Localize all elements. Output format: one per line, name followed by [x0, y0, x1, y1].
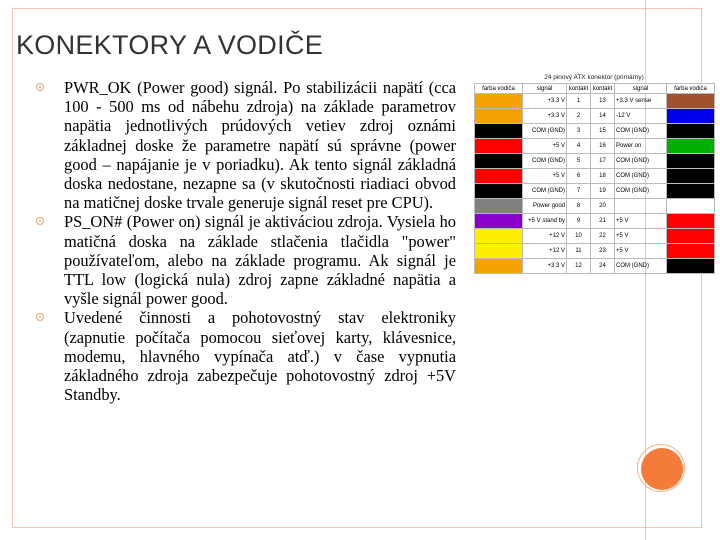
- pin-right: 14: [591, 109, 615, 124]
- wire-color-left: [475, 229, 523, 244]
- table-row: [475, 214, 715, 229]
- header-cell: signál: [523, 84, 567, 94]
- table-row: [475, 259, 715, 274]
- header-cell: signál: [615, 84, 667, 94]
- pin-left: 6: [567, 169, 591, 184]
- wire-color-right: [667, 124, 715, 139]
- bullet-text: Uvedené činnosti a pohotovostný stav elektroniky (zapnutie počítača pomocou sieťovej karty, klávesnice, modemu, hlavného vypínača atď.) v čase vypnutia základného zdroja zabezpečuje pohotovostný zdroj +5V Standby.: [64, 308, 456, 405]
- signal-right: -12 V: [615, 109, 667, 124]
- wire-color-right: [667, 169, 715, 184]
- pin-right: 19: [591, 184, 615, 199]
- table-row: [475, 94, 715, 109]
- pin-left: 4: [567, 139, 591, 154]
- pin-right: 24: [591, 259, 615, 274]
- pin-left: 8: [567, 199, 591, 214]
- pin-left: 12: [567, 259, 591, 274]
- signal-left: +5 V stand by: [523, 214, 567, 229]
- wire-color-left: [475, 184, 523, 199]
- pin-right: 16: [591, 139, 615, 154]
- table-row: [475, 244, 715, 259]
- wire-color-right: [667, 229, 715, 244]
- table-row: [475, 154, 715, 169]
- signal-right: [615, 199, 667, 214]
- pin-left: 1: [567, 94, 591, 109]
- signal-left: +3.3 V: [523, 109, 567, 124]
- wire-color-right: [667, 94, 715, 109]
- pin-right: 22: [591, 229, 615, 244]
- header-cell: kontakt: [567, 84, 591, 94]
- table-row: [475, 109, 715, 124]
- bullet-circle-icon: [36, 313, 44, 321]
- table-row: [475, 229, 715, 244]
- wire-color-right: [667, 259, 715, 274]
- wire-color-right: [667, 244, 715, 259]
- pin-right: 17: [591, 154, 615, 169]
- signal-right: +3.3 V sense: [615, 94, 667, 109]
- pin-left: 2: [567, 109, 591, 124]
- wire-color-left: [475, 244, 523, 259]
- wire-color-right: [667, 199, 715, 214]
- pin-right: 20: [591, 199, 615, 214]
- wire-color-right: [667, 109, 715, 124]
- bullet-text: PWR_OK (Power good) signál. Po stabilizácii napätí (cca 100 - 500 ms od nábehu zdroja) na základe parametrov napätia jednotlivých prúdových vetiev zdroj oznámi základnej doske že parametre napätí sú správne (power good – napájanie je v poriadku). Ak tento signál základná doska nedostane, nezapne sa (v skutočnosti riadiaci obvod na matičnej doske trvale generuje signál reset pre CPU).: [64, 78, 456, 213]
- pin-right: 18: [591, 169, 615, 184]
- wire-color-right: [667, 214, 715, 229]
- atx-connector-table-image: [474, 73, 714, 274]
- signal-left: COM (GND): [523, 184, 567, 199]
- signal-right: COM (GND): [615, 154, 667, 169]
- wire-color-left: [475, 124, 523, 139]
- pin-right: 13: [591, 94, 615, 109]
- header-cell: farba vodiča: [667, 84, 715, 94]
- signal-left: Power good: [523, 199, 567, 214]
- atx-pinout-table: [474, 83, 715, 274]
- signal-left: +3.3 V: [523, 259, 567, 274]
- wire-color-right: [667, 154, 715, 169]
- table-row: [475, 199, 715, 214]
- table-row: [475, 124, 715, 139]
- pin-right: 15: [591, 124, 615, 139]
- signal-left: +5 V: [523, 169, 567, 184]
- pin-left: 3: [567, 124, 591, 139]
- signal-left: COM (GND): [523, 124, 567, 139]
- wire-color-right: [667, 184, 715, 199]
- accent-circle: [641, 448, 683, 490]
- table-row: [475, 139, 715, 154]
- wire-color-left: [475, 259, 523, 274]
- signal-left: +12 V: [523, 244, 567, 259]
- signal-right: Power on: [615, 139, 667, 154]
- pin-right: 21: [591, 214, 615, 229]
- header-cell: kontakt: [591, 84, 615, 94]
- signal-left: COM (GND): [523, 154, 567, 169]
- table-header-row: [475, 84, 715, 94]
- pin-left: 10: [567, 229, 591, 244]
- bullet-list: [36, 78, 456, 404]
- signal-right: +5 V: [615, 214, 667, 229]
- slide-title: KONEKTORY A VODIČE: [16, 30, 324, 60]
- table-body: [475, 94, 715, 274]
- signal-right: COM (GND): [615, 259, 667, 274]
- wire-color-left: [475, 199, 523, 214]
- signal-left: +3.3 V: [523, 94, 567, 109]
- signal-left: +5 V: [523, 139, 567, 154]
- header-cell: farba vodiča: [475, 84, 523, 94]
- wire-color-left: [475, 139, 523, 154]
- pin-right: 23: [591, 244, 615, 259]
- bullet-item: [36, 78, 456, 212]
- signal-right: +5 V: [615, 244, 667, 259]
- table-caption: 24 pinový ATX konektor (primárny): [544, 74, 644, 81]
- pin-left: 11: [567, 244, 591, 259]
- wire-color-left: [475, 214, 523, 229]
- signal-right: +5 V: [615, 229, 667, 244]
- table-row: [475, 184, 715, 199]
- signal-right: COM (GND): [615, 184, 667, 199]
- bullet-circle-icon: [36, 217, 44, 225]
- pin-left: 5: [567, 154, 591, 169]
- pin-left: 7: [567, 184, 591, 199]
- signal-right: COM (GND): [615, 169, 667, 184]
- bullet-item: [36, 308, 456, 404]
- wire-color-left: [475, 109, 523, 124]
- pin-left: 9: [567, 214, 591, 229]
- signal-left: +12 V: [523, 229, 567, 244]
- wire-color-left: [475, 154, 523, 169]
- signal-right: COM (GND): [615, 124, 667, 139]
- wire-color-right: [667, 139, 715, 154]
- wire-color-left: [475, 169, 523, 184]
- wire-color-left: [475, 94, 523, 109]
- bullet-circle-icon: [36, 83, 44, 91]
- bullet-item: [36, 212, 456, 308]
- bullet-text: PS_ON# (Power on) signál je aktiváciou zdroja. Vysiela ho matičná doska na základe stlačenia tlačidla "power" používateľom, alebo na základe programu. Ak signál je TTL low (logická nula) zdroj zapne základné napätia a vyšle signál power good.: [64, 212, 456, 309]
- table-row: [475, 169, 715, 184]
